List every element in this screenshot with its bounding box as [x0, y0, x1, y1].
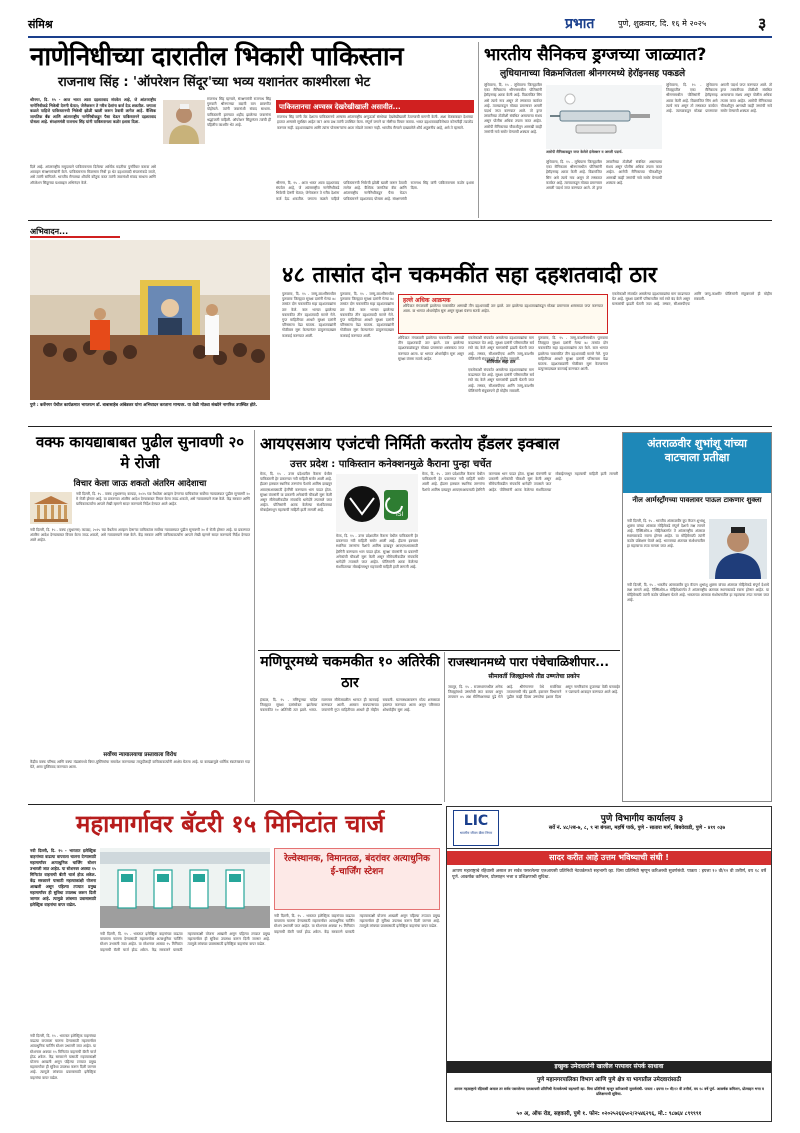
rajnath-portrait [163, 100, 205, 144]
attack-box [398, 294, 608, 334]
isi-logo-graphic [336, 474, 418, 532]
story1-lead: श्रीनगर, दि. १५ - आज भारत आता दहशतवाद संपवेल आहे, जे आंतरराष्ट्रीय नाणेनिधीकडे भिकेची देणगी घेतात; जेणेकरून ते गरीब देशांना कर्ज देऊ शकतील. जगाला कळले पाहिजे पाकिस्तानची भिकेची झोळी खाली करून ठेवावी लागेल आहे. वैश्विक जागतिक बँक आणि आंतरराष्ट्रीय नाणेनिधीकडून पैसा घेऊन पाकिस्तानने दहशतवाद पोसला आहे. संरक्षणमंत्री राजनाथ सिंह यांनी पाकिस्तानला कठोर इशारा दिला. [30, 97, 156, 125]
headline-waqf: वक्फ कायद्याबाबत पुढील सुनावणी २० मे रोजी [35, 433, 245, 472]
headline-pakistan: नाणेनिधीच्या दारातील भिकारी पाकिस्तान [30, 42, 404, 72]
syringe-photo [546, 85, 662, 149]
story2-body-b: लुधियाना, दि. १५ - लुधियाना जिल्ह्यातील एका सैनिकाला श्रीनगरमधील पोलिसांनी हेरॉइनसह अटक केली आहे. विक्रमजित सिंग असे त्याचे नाव असून तो लष्करात कार्यरत आहे. त्याच्याकडून मोठ्या प्रमाणावर अमली पदार्थ जप्त करण्यात आले. तो ड्रग्ज तस्करीच्या टोळीशी संबंधित असल्याचा संशय असून पोलीस अधिक तपास करत आहेत. आरोपी सैनिकाच्या चौकशीतून आणखी काही जणांची नावे समोर येण्याची शक्यता आहे. [546, 160, 662, 191]
story2-body-a: लुधियाना, दि. १५ - लुधियाना जिल्ह्यातील एका सैनिकाला श्रीनगरमधील पोलिसांनी हेरॉइनसह अटक केली आहे. विक्रमजित सिंग असे त्याचे नाव असून तो लष्करात कार्यरत आहे. त्याच्याकडून मोठ्या प्रमाणावर अमली पदार्थ जप्त करण्यात आले. तो ड्रग्ज तस्करीच्या टोळीशी संबंधित असल्याचा संशय असून पोलीस अधिक तपास करत आहेत. आरोपी सैनिकाच्या चौकशीतून आणखी काही जणांची नावे समोर येण्याची शक्यता आहे. [484, 83, 542, 134]
headline-battery: महामार्गावर बॅटरी १५ मिनिटांत चार्ज [76, 810, 385, 838]
headline-isi: आयएसआय एजंटची निर्मिती करतोय हँडलर इक्बाल [260, 434, 560, 453]
story4-body-b: नवी दिल्ली, दि. १५ - वक्फ (सुधारणा) कायदा, २०२५ च्या वैधतेला आव्हान देणाऱ्या याचिकांवर सर्वोच्च न्यायालयात पुढील सुनावणी २० मे रोजी होणार आहे. या प्रकरणात अंतरिम आदेश देण्याबाबत विचार केला जाऊ शकतो, असे न्यायालयाने स्पष्ट केले. केंद्र सरकार आणि याचिकाकर्त्यांना आपले लेखी म्हणणे सादर करण्याचे निर्देश देण्यात आले आहेत. [30, 528, 250, 543]
lic-ad [446, 806, 772, 1122]
lic-footer: इच्छुक उमेदवारांनी खालील पत्त्यावर संपर्क साधावा [447, 1061, 771, 1073]
story6-body: इंफाळ, दि. १५ - मणिपूरच्या चांदेल जिल्ह्यात सुरक्षा दलांसोबत झालेल्या चकमकीत १० अतिरेकी ठार झाले. भारत-म्यानमार सीमेजवळील भागात ही कारवाई करण्यात आली. आसाम रायफल्सच्या जवानांनी गुप्त माहितीच्या आधारे ही मोहीम राबवली. घटनास्थळावरून मोठा शस्त्रसाठा हस्तगत करण्यात आला असून परिसरात शोधमोहीम सुरू आहे. [260, 698, 440, 713]
lic-logo [453, 810, 499, 846]
story7-body: जयपूर, दि. १५ - राजस्थानमधील अनेक जिल्ह्यांमध्ये उष्णतेची लाट कायम असून तापमान ४५ अंश सेल्सिअसच्या पुढे गेले आहे. श्रीगंगानगर येथे सर्वाधिक तापमानाची नोंद झाली. हवामान विभागाने पुढील काही दिवस उष्णतेचा इशारा दिला असून नागरिकांना दुपारच्या वेळी घराबाहेर न पडण्याचे आवाहन करण्यात आले आहे. [448, 685, 620, 700]
ambedkar-event-photo [30, 240, 270, 400]
lic-contact-body: आपण महाराष्ट्राचे रहिवासी असाल तर सर्वत्र पसरलेल्या एलआयसी प्रतिनिधी नेटवर्कमध्ये सहभागी व्हा. विमा प्रतिनिधी म्हणून करिअरची सुवर्णसंधी. पात्रता : इयत्ता १० वी/१२ वी उत्तीर्ण, वय १८ वर्षे पूर्ण. आकर्षक कमिशन, प्रोत्साहन भत्ता व प्रशिक्षणाची सुविधा. [454, 1087, 764, 1096]
astronaut-photo [709, 519, 767, 579]
lic-header [447, 807, 771, 849]
svg-text:ISI: ISI [396, 511, 404, 518]
story4-body-a: नवी दिल्ली, दि. १५ - वक्फ (सुधारणा) कायदा, २०२५ च्या वैधतेला आव्हान देणाऱ्या याचिकांवर सर्वोच्च न्यायालयात पुढील सुनावणी २० मे रोजी होणार आहे. या प्रकरणात अंतरिम आदेश देण्याबाबत विचार केला जाऊ शकतो, असे न्यायालयाने स्पष्ट केले. केंद्र सरकार आणि याचिकाकर्त्यांना आपले लेखी म्हणणे सादर करण्याचे निर्देश देण्यात आले आहेत. [76, 492, 250, 507]
story8-lead: नवी दिल्ली, दि. १५ - भारतात इलेक्ट्रिक वाहनांच्या वाढत्या वापराला चालना देण्यासाठी महामार्गांवर अत्याधुनिक चार्जिंग स्टेशन उभारली जात आहेत. या स्टेशनवर अवघ्या १५ मिनिटांत वाहनाची बॅटरी चार्ज होऊ शकेल. केंद्र सरकारने यासाठी महत्त्वाकांक्षी योजना आखली असून पहिल्या टप्प्यात प्रमुख महामार्गांवर ही सुविधा उपलब्ध करून दिली जाणार आहे. त्यामुळे लांबच्या प्रवासासाठी इलेक्ट्रिक वाहनांचा वापर वाढेल. [30, 848, 96, 907]
story3-body-g: एकमेकांशी संपर्कात असलेल्या दहशतवाद्यांचा माग काढण्यात येत आहे. सुरक्षा दलांनी परिसरातील सर्व रस्ते बंद केले असून घराघरांची झडती घेतली जात आहे. लष्कर, सीआरपीएफ आणि जम्मू-काश्मीर पोलिसांनी संयुक्तपणे ही मोहीम राबवली. [612, 292, 772, 307]
headline-manipur: मणिपूरमध्ये चकमकीत १० अतिरेकी ठार [260, 654, 440, 691]
lic-brand: LIC [463, 813, 489, 829]
headline-rajasthan: राजस्थानमध्ये पारा पंचेचाळिशीपार... [448, 655, 609, 669]
story8-box-text: रेल्वेस्थानक, विमानतळ, बंदरांवर अत्याधुनिक ई-चार्जिंग स्टेशन [284, 854, 430, 877]
astronaut-box-title: अंतराळवीर शुभांशू यांच्या वाटचाला प्रतीक्षा [623, 433, 771, 493]
section-label: संमिश्र [28, 18, 53, 31]
story3-subtitle: शोपियात सहा ठार [486, 360, 516, 365]
story5-body-a: मेरठ, दि. १५ - उत्तर प्रदेशातील कैराना येथील पाकिस्तानी हेर प्रकरणात नवी माहिती समोर आली आहे. हँडलर इक्बाल स्थानिक तरुणांना पैशांचे आमिष दाखवून आयएसआयसाठी हेरगिरी करण्यास भाग पाडत होता. सुरक्षा यंत्रणांनी या प्रकरणी अनेकांची चौकशी सुरू केली असून सीमेपलीकडील संपर्काचे धागेदोरे तपासले जात आहेत. पोलिसांनी अटक केलेल्या संशयिताच्या मोबाईलमधून महत्त्वाची माहिती हाती लागली आहे. [260, 472, 332, 513]
charging-station-photo [100, 848, 270, 928]
lic-office: पुणे विभागीय कार्यालय ३ [600, 814, 684, 824]
report-box-body: राजनाथ सिंह यांनी जेट देशाला पाकिस्तानचे अण्वस्त्र आंतरराष्ट्रीय अणुऊर्जा संस्थेच्या देखरेखीखाली ठेवण्याची मागणी केली. अशा बेजबाबदार देशाच्या हातात अण्वस्त्रे सुरक्षित आहेत का? असा प्रश्न त्यांनी उपस्थित केला. संपूर्ण जगाने या गोष्टीचा विचार करावा. भारत दहशतवादाविरोधात कोणतीही तडजोड करणार नाही. दहशतवाद्यांना आणि त्यांना पोसणाऱ्यांना आता सोडले जाणार नाही. भारतीय सैन्याने दाखवलेले शौर्य अतुलनीय आहे, असे ते म्हणाले. [277, 115, 473, 130]
story3-body-c: शोपियात मंगळवारी झालेल्या चकमकीत आणखी तीन दहशतवादी ठार झाले. ठार झालेल्या दहशतवाद्यांकडून मोठ्या प्रमाणावर शस्त्रसाठा जप्त करण्यात आला. या भागात शोधमोहीम सुरू असून सुरक्षा यंत्रणा सतर्क आहेत. [398, 336, 464, 361]
story5-body-b: मेरठ, दि. १५ - उत्तर प्रदेशातील कैराना येथील पाकिस्तानी हेर प्रकरणात नवी माहिती समोर आली आहे. हँडलर इक्बाल स्थानिक तरुणांना पैशांचे आमिष दाखवून आयएसआयसाठी हेरगिरी करण्यास भाग पाडत होता. सुरक्षा यंत्रणांनी या प्रकरणी अनेकांची चौकशी सुरू केली असून सीमेपलीकडील संपर्काचे धागेदोरे तपासले जात आहेत. पोलिसांनी अटक केलेल्या संशयिताच्या मोबाईलमधून महत्त्वाची माहिती हाती लागली आहे. [336, 534, 418, 570]
story3-body-e: एकमेकांशी संपर्कात असलेल्या दहशतवाद्यांचा माग काढण्यात येत आहे. सुरक्षा दलांनी परिसरातील सर्व रस्ते बंद केले असून घराघरांची झडती घेतली जात आहे. लष्कर, सीआरपीएफ आणि जम्मू-काश्मीर पोलिसांनी संयुक्तपणे ही मोहीम राबवली. [468, 368, 534, 393]
photo-label: अभिवादन... [30, 226, 120, 238]
edition-date: पुणे, शुक्रवार, दि. १६ मे २०२५ [618, 19, 707, 28]
report-box [276, 100, 474, 180]
story2-body-c: लुधियाना, दि. १५ - लुधियाना जिल्ह्यातील एका सैनिकाला श्रीनगरमधील पोलिसांनी हेरॉइनसह अटक केली आहे. विक्रमजित सिंग असे त्याचे नाव असून तो लष्करात कार्यरत आहे. त्याच्याकडून मोठ्या प्रमाणावर अमली पदार्थ जप्त करण्यात आले. तो ड्रग्ज तस्करीच्या टोळीशी संबंधित असल्याचा संशय असून पोलीस अधिक तपास करत आहेत. आरोपी सैनिकाच्या चौकशीतून आणखी काही जणांची नावे समोर येण्याची शक्यता आहे. [666, 83, 772, 114]
story8-box [274, 848, 440, 910]
story8-body-b: नवी दिल्ली, दि. १५ - भारतात इलेक्ट्रिक वाहनांच्या वाढत्या वापराला चालना देण्यासाठी महामार्गांवर अत्याधुनिक चार्जिंग स्टेशन उभारली जात आहेत. या स्टेशनवर अवघ्या १५ मिनिटांत वाहनाची बॅटरी चार्ज होऊ शकेल. केंद्र सरकारने यासाठी महत्त्वाकांक्षी योजना आखली असून पहिल्या टप्प्यात प्रमुख महामार्गांवर ही सुविधा उपलब्ध करून दिली जाणार आहे. त्यामुळे लांबच्या प्रवासासाठी इलेक्ट्रिक वाहनांचा वापर वाढेल. [100, 932, 270, 952]
story1-body-c: श्रीनगर, दि. १५ - आज भारत आता दहशतवाद संपवेल आहे, जे आंतरराष्ट्रीय नाणेनिधीकडे भिकेची देणगी घेतात; जेणेकरून ते गरीब देशांना कर्ज देऊ शकतील. जगाला कळले पाहिजे पाकिस्तानची भिकेची झोळी खाली करून ठेवावी लागेल आहे. वैश्विक जागतिक बँक आणि आंतरराष्ट्रीय नाणेनिधीकडून पैसा घेऊन पाकिस्तानने दहशतवाद पोसला आहे. संरक्षणमंत्री राजनाथ सिंह यांनी पाकिस्तानला कठोर इशारा दिला. [276, 181, 474, 201]
story8-body-c: नवी दिल्ली, दि. १५ - भारतात इलेक्ट्रिक वाहनांच्या वाढत्या वापराला चालना देण्यासाठी महामार्गांवर अत्याधुनिक चार्जिंग स्टेशन उभारली जात आहेत. या स्टेशनवर अवघ्या १५ मिनिटांत वाहनाची बॅटरी चार्ज होऊ शकेल. केंद्र सरकारने यासाठी महत्त्वाकांक्षी योजना आखली असून पहिल्या टप्प्यात प्रमुख महामार्गांवर ही सुविधा उपलब्ध करून दिली जाणार आहे. त्यामुळे लांबच्या प्रवासासाठी इलेक्ट्रिक वाहनांचा वापर वाढेल. [274, 914, 440, 934]
story8-body-a: नवी दिल्ली, दि. १५ - भारतात इलेक्ट्रिक वाहनांच्या वाढत्या वापराला चालना देण्यासाठी महामार्गांवर अत्याधुनिक चार्जिंग स्टेशन उभारली जात आहेत. या स्टेशनवर अवघ्या १५ मिनिटांत वाहनाची बॅटरी चार्ज होऊ शकेल. केंद्र सरकारने यासाठी महत्त्वाकांक्षी योजना आखली असून पहिल्या टप्प्यात प्रमुख महामार्गांवर ही सुविधा उपलब्ध करून दिली जाणार आहे. त्यामुळे लांबच्या प्रवासासाठी इलेक्ट्रिक वाहनांचा वापर वाढेल. [30, 1034, 96, 1080]
subhead-rajnath: राजनाथ सिंह : 'ऑपरेशन सिंदूर'च्या भव्य यशानंतर काश्मीरला भेट [58, 75, 371, 90]
story1-body-b: राजनाथ सिंह म्हणाले, संरक्षणमंत्री राजनाथ सिंह गुरुवारी श्रीनगरच्या बदामी बाग छावणीत पोहोचले. त्यांनी जवानांशी संवाद साधला. पाकिस्तानी हल्ल्यात शहीद झालेल्या जवानांना श्रद्धांजली वाहिली. ऑपरेशन सिंदूरनंतर त्यांची ही पहिलीच काश्मीर भेट आहे. [207, 97, 271, 128]
astronaut-box [622, 432, 772, 802]
supreme-court-photo [30, 492, 72, 524]
subhead-waqf: विचार केला जाऊ शकतो अंतरिम आदेशाचा [73, 479, 207, 489]
story5-body-c: मेरठ, दि. १५ - उत्तर प्रदेशातील कैराना येथील पाकिस्तानी हेर प्रकरणात नवी माहिती समोर आली आहे. हँडलर इक्बाल स्थानिक तरुणांना पैशांचे आमिष दाखवून आयएसआयसाठी हेरगिरी करण्यास भाग पाडत होता. सुरक्षा यंत्रणांनी या प्रकरणी अनेकांची चौकशी सुरू केली असून सीमेपलीकडील संपर्काचे धागेदोरे तपासले जात आहेत. पोलिसांनी अटक केलेल्या संशयिताच्या मोबाईलमधून महत्त्वाची माहिती हाती लागली आहे. [422, 472, 618, 492]
subhead-court-opposition: सर्वोच्च न्यायालयाचा प्रस्तावाला विरोध [103, 752, 177, 758]
subhead-soldier: लुधियानाच्या विक्रमजितला श्रीनगरमध्ये हेरॉइनसह पकडले [500, 69, 686, 79]
headline-soldier-drugs: भारतीय सैनिकच ड्रग्जच्या जाळ्यात? [484, 45, 707, 65]
subhead-isi: उत्तर प्रदेश : पाकिस्तान कनेक्शनमुळे कैराना पुन्हा चर्चेत [290, 459, 492, 470]
masthead [28, 12, 772, 36]
lic-banner: सादर करीत आहे उत्तम भविष्याची संधी ! [447, 851, 771, 865]
headline-six-terrorists: ४८ तासांत दोन चकमकींत सहा दहशतवादी ठार [282, 263, 657, 288]
attack-box-title: हल्ले अधिक आक्रमक [403, 297, 451, 304]
astronaut-body-b: नवी दिल्ली, दि. १५ - भारतीय अंतराळवीर ग्रुप कॅप्टन शुभांशू शुक्ला यांच्या अंतराळ मोहिमेकडे संपूर्ण देशाचे लक्ष लागले आहे. ऍक्सिओम-४ मोहिमेअंतर्गत ते आंतरराष्ट्रीय अंतराळ स्थानकाकडे रवाना होणार आहेत. या मोहिमेसाठी त्यांनी कठोर प्रशिक्षण घेतले आहे. भारताच्या अंतराळ संशोधनातील हा महत्त्वाचा टप्पा मानला जात आहे. [627, 583, 769, 602]
lic-body: आपण महाराष्ट्राचे रहिवासी असाल तर सर्वत्र पसरलेल्या एलआयसी प्रतिनिधी नेटवर्कमध्ये सहभागी व्हा. विमा प्रतिनिधी म्हणून करिअरची सुवर्णसंधी. पात्रता : इयत्ता १० वी/१२ वी उत्तीर्ण, वय १८ वर्षे पूर्ण. आकर्षक कमिशन, प्रोत्साहन भत्ता व प्रशिक्षणाची सुविधा. [452, 869, 766, 880]
lic-phone: ५० अ, ऑफ रोड, सहकारी, पुणे १. फोन: ०२०२५२६६५०२/२५४६२९६, मो.: ९८७६४ ८९९९९१ [516, 1111, 702, 1117]
story3-body-b: पुलवामा, दि. १५ - जम्मू-काश्मीरमधील पुलवामा जिल्ह्यात सुरक्षा दलांनी गेल्या ४८ तासांत दोन चकमकींत सहा दहशतवाद्यांना ठार केले. त्राल भागात झालेल्या चकमकीत तीन दहशतवादी मारले गेले. गुप्त माहितीच्या आधारे सुरक्षा दलांनी परिसराला वेढा घातला. दहशतवाद्यांनी गोळीबार सुरू केल्यानंतर प्रत्युत्तरादाखल कारवाई करण्यात आली. [340, 292, 394, 338]
lic-tag: भारतीय जीवन बीमा निगम [459, 831, 493, 835]
attack-box-body: शोपियात मंगळवारी झालेल्या चकमकीत आणखी तीन दहशतवादी ठार झाले. ठार झालेल्या दहशतवाद्यांकडून मोठ्या प्रमाणावर शस्त्रसाठा जप्त करण्यात आला. या भागात शोधमोहीम सुरू असून सुरक्षा यंत्रणा सतर्क आहेत. [403, 304, 603, 313]
lic-address: सर्वे नं. ४८/२ब-७, ८, ९ ना बंगला, महर्षि पार्क, पुणे - सातारा मार्ग, बिबवेवाडी, पुणे - ४११ ०३७ [548, 825, 726, 831]
astronaut-body-a: नवी दिल्ली, दि. १५ - भारतीय अंतराळवीर ग्रुप कॅप्टन शुभांशू शुक्ला यांच्या अंतराळ मोहिमेकडे संपूर्ण देशाचे लक्ष लागले आहे. ऍक्सिओम-४ मोहिमेअंतर्गत ते आंतरराष्ट्रीय अंतराळ स्थानकाकडे रवाना होणार आहेत. या मोहिमेसाठी त्यांनी कठोर प्रशिक्षण घेतले आहे. भारताच्या अंतराळ संशोधनातील हा महत्त्वाचा टप्पा मानला जात आहे. [627, 519, 705, 548]
photo1-caption: पुणे : कर्वेनगर येथील कार्यक्रमात भारतरत्न डॉ. बाबासाहेब आंबेडकर यांना अभिवादन करताना मान्यवर. या वेळी मोठ्या संख्येने नागरिक उपस्थित होते. [30, 402, 258, 407]
story3-body-a: पुलवामा, दि. १५ - जम्मू-काश्मीरमधील पुलवामा जिल्ह्यात सुरक्षा दलांनी गेल्या ४८ तासांत दोन चकमकींत सहा दहशतवाद्यांना ठार केले. त्राल भागात झालेल्या चकमकीत तीन दहशतवादी मारले गेले. गुप्त माहितीच्या आधारे सुरक्षा दलांनी परिसराला वेढा घातला. दहशतवाद्यांनी गोळीबार सुरू केल्यानंतर प्रत्युत्तरादाखल कारवाई करण्यात आली. [282, 292, 336, 338]
astronaut-box-subhead: नील आर्मस्ट्रॉंगच्या पावलावर पाऊल टाकणार शुक्ला [632, 496, 762, 504]
story3-body-f: पुलवामा, दि. १५ - जम्मू-काश्मीरमधील पुलवामा जिल्ह्यात सुरक्षा दलांनी गेल्या ४८ तासांत दोन चकमकींत सहा दहशतवाद्यांना ठार केले. त्राल भागात झालेल्या चकमकीत तीन दहशतवादी मारले गेले. गुप्त माहितीच्या आधारे सुरक्षा दलांनी परिसराला वेढा घातला. दहशतवाद्यांनी गोळीबार सुरू केल्यानंतर प्रत्युत्तरादाखल कारवाई करण्यात आली. [538, 336, 608, 372]
subhead-rajasthan: सीमावर्ती जिल्ह्यांमध्ये तीव्र उष्णतेचा प्रकोप [488, 673, 580, 680]
report-box-title: पाकिस्तानचा अण्वस्त्र देखरेखीखाली असावीत... [276, 102, 474, 113]
page-number: ३ [758, 14, 767, 33]
syringe-caption: आरोपी सैनिकाकडून जप्त केलेले इंजेक्शन व अमली पदार्थ. [546, 150, 623, 154]
lic-contact: पुणे महानगरपालिका विभाग आणि पुणे क्षेत्र या भागातील उमेदवारांसाठी [536, 1077, 682, 1083]
story4-body-c: केंद्रीय वक्फ परिषद आणि वक्फ मंडळांमध्ये बिगर-मुस्लिमांचा समावेश करण्याच्या तरतुदीलाही याचिकाकर्त्यांनी आक्षेप घेतला आहे. या कायद्यामुळे धार्मिक स्वातंत्र्यावर गदा येते, असा युक्तिवाद करण्यात आला. [30, 760, 250, 770]
brand-logo: प्रभात [565, 16, 595, 32]
story1-body-a: दिले आहे. आंतरराष्ट्रीय समुदायाने पाकिस्तानला दिलेल्या आर्थिक मदतीचा पुनर्विचार करावा असे आवाहन संरक्षणमंत्र्यांनी केले. पाकिस्तानला मिळणारा निधी हा थेट दहशतवादी संघटनांकडे जातो, असे त्यांनी सांगितले. भारतीय सैन्याच्या शौर्याचे कौतुक करत त्यांनी जवानांशी संवाद साधला आणि ऑपरेशन सिंदूरच्या यशाबद्दल अभिनंदन केले. [30, 165, 156, 185]
story3-body-d: एकमेकांशी संपर्कात असलेल्या दहशतवाद्यांचा माग काढण्यात येत आहे. सुरक्षा दलांनी परिसरातील सर्व रस्ते बंद केले असून घराघरांची झडती घेतली जात आहे. लष्कर, सीआरपीएफ आणि जम्मू-काश्मीर पोलिसांनी संयुक्तपणे ही मोहीम राबवली. [468, 336, 534, 361]
